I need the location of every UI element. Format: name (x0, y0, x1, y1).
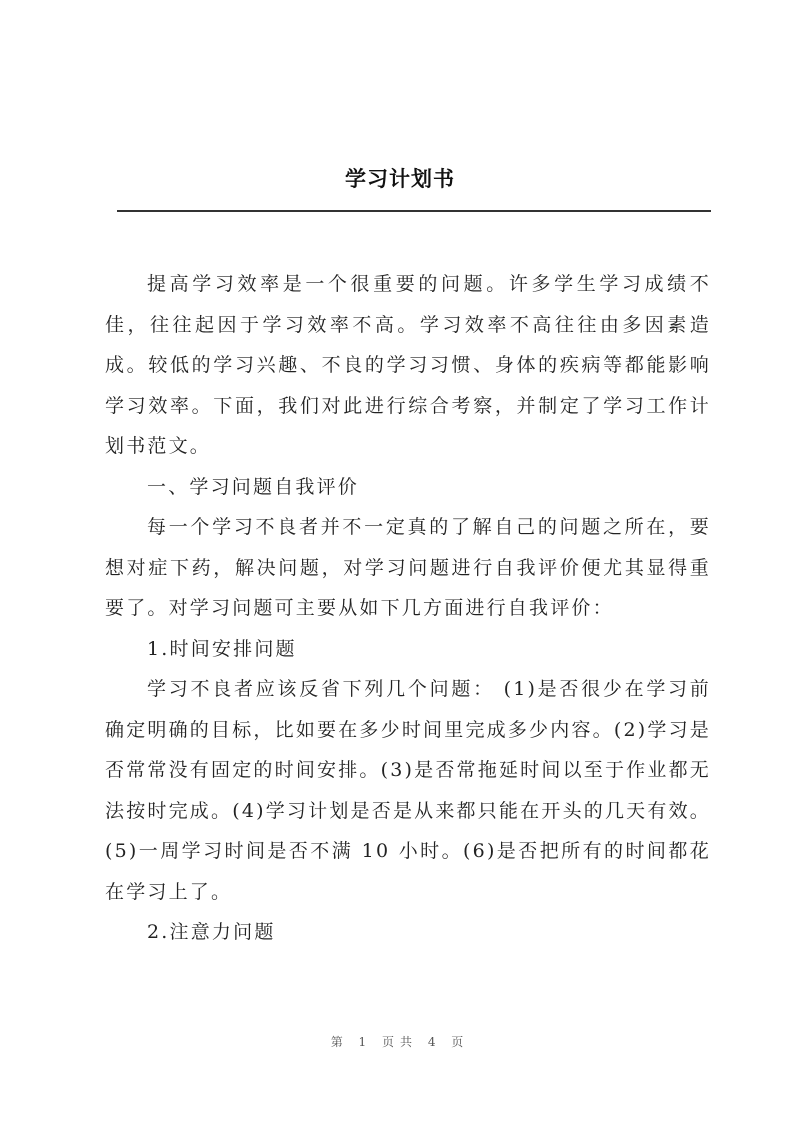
section-heading-self-evaluation: 一、学习问题自我评价 (147, 475, 360, 498)
subheading-time-management: 1.时间安排问题 (147, 637, 297, 660)
document-title: 学习计划书 (345, 167, 455, 191)
paragraph-self-evaluation: 每一个学习不良者并不一定真的了解自己的问题之所在，要想对症下药，解决问题，对学习问题进行自我评价便尤其显得重要了。对学习问题可主要从如下几方面进行自我评价： (105, 516, 711, 619)
paragraph-intro: 提高学习效率是一个很重要的问题。许多学生学习成绩不佳，往往起因于学习效率不高。学习效率不高往往由多因素造成。较低的学习兴趣、不良的学习习惯、身体的疾病等都能影响学习效率。下面，我们对此进行综合考察，并制定了学习工作计划书范文。 (105, 273, 711, 457)
paragraph-time-management: 学习不良者应该反省下列几个问题： (1)是否很少在学习前确定明确的目标，比如要在多少时间里完成多少内容。(2)学习是否常常没有固定的时间安排。(3)是否常拖延时间以至于作业都无法按时完成。(4)学习计划是否是从来都只能在开头的几天有效。(5)一周学习时间是否不满 10 小时。(6)是否把所有的时间都花在学习上了。 (105, 678, 711, 903)
title-divider (117, 210, 711, 212)
page-number: 第 1 页共 4 页 (330, 1035, 470, 1049)
document-body (105, 264, 711, 953)
subheading-attention: 2.注意力问题 (147, 921, 276, 943)
